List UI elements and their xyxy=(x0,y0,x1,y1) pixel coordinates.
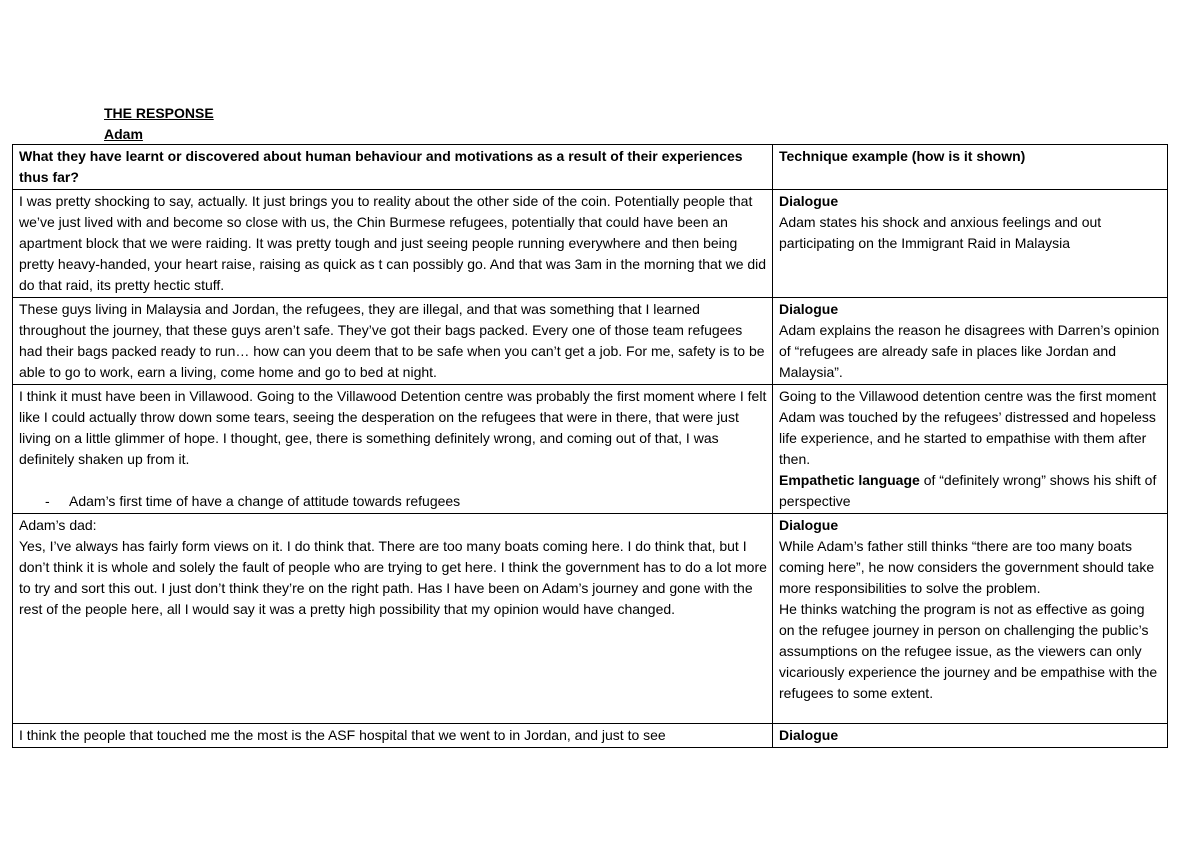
analysis-text: Going to the Villawood detention centre was the first moment Adam was touched by the refugees’ distressed and hopeless life experience, and he started to empathise with them after then. xyxy=(779,388,1157,467)
technique-label: Dialogue xyxy=(779,727,839,743)
technique-cell xyxy=(773,385,1168,514)
technique-cell xyxy=(773,724,1168,748)
table-header-row xyxy=(13,145,1168,190)
analysis-text: Adam states his shock and anxious feelings and out participating on the Immigrant Raid in Malaysia xyxy=(779,214,1102,251)
technique-cell xyxy=(773,298,1168,385)
technique-cell xyxy=(773,190,1168,298)
technique-cell xyxy=(773,514,1168,724)
quote-text: These guys living in Malaysia and Jordan, the refugees, they are illegal, and that was something that I learned throughout the journey, that these guys aren’t safe. They’ve got their bags packed. Every one of those team refugees had their bags packed ready to run… how can you deem that to be safe when you can’t get a job. For me, safety is to be able to go to work, earn a living, come home and go to bed at night. xyxy=(19,301,765,380)
table-row xyxy=(13,514,1168,724)
section-title: THE RESPONSE xyxy=(104,105,214,121)
technique-label: Dialogue xyxy=(779,301,839,317)
analysis-text: Adam explains the reason he disagrees with Darren’s opinion of “refugees are already safe in places like Jordan and Malaysia”. xyxy=(779,322,1160,380)
bullet-dash: - xyxy=(45,493,50,509)
quote-text: I think it must have been in Villawood. Going to the Villawood Detention centre was probably the first moment where I felt like I could actually throw down some tears, seeing the desperation on the refugees that were in there, that were just living on a little glimmer of hope. I thought, gee, there is something definitely wrong, and coming out of that, I was definitely shaken up from it. xyxy=(19,388,767,467)
technique-label: Dialogue xyxy=(779,193,839,209)
quote-text: I think the people that touched me the most is the ASF hospital that we went to in Jordan, and just to see xyxy=(19,727,666,743)
quote-text: Yes, I’ve always has fairly form views on it. I do think that. There are too many boats coming here. I do think that, but I don’t think it is whole and solely the fault of people who are trying to get here. I think the government has to do a lot more to try and sort this out. I just don’t think they’re on the right path. Has I have been on Adam’s journey and gone with the rest of the people here, all I would say it was a pretty high possibility that my opinion would have changed. xyxy=(19,538,767,617)
quote-text: I was pretty shocking to say, actually. It just brings you to reality about the other side of the coin. Potentially people that we’ve just lived with and become so close with us, the Chin Burmese refugees, potentially that could have been an apartment block that we were raiding. It was pretty tough and just seeing people running everywhere and then being pretty heavy-handed, your heart raise, raising as quick as t can possibly go. And that was 3am in the morning that we did do that raid, its pretty hectic stuff. xyxy=(19,193,767,293)
analysis-text-2: He thinks watching the program is not as effective as going on the refugee journey in person on challenging the public’s assumptions on the refugee issue, as the viewers can only vicariously experience the journey and be empathise with the refugees to some extent. xyxy=(779,601,1158,701)
bullet-text: Adam’s first time of have a change of attitude towards refugees xyxy=(69,493,461,509)
table-row xyxy=(13,724,1168,748)
column-header-discoveries: What they have learnt or discovered about human behaviour and motivations as a result of their experiences thus far? xyxy=(13,145,773,190)
bullet-point xyxy=(19,491,767,512)
subject-name: Adam xyxy=(104,126,143,142)
table-row xyxy=(13,298,1168,385)
quote-cell xyxy=(13,298,773,385)
technique-label: Dialogue xyxy=(779,517,839,533)
speaker-label: Adam’s dad: xyxy=(19,517,97,533)
analysis-continuation: of “definitely wrong” shows his shift of perspective xyxy=(779,472,1157,509)
table-row xyxy=(13,190,1168,298)
table-row xyxy=(13,385,1168,514)
quote-cell xyxy=(13,724,773,748)
quote-cell xyxy=(13,190,773,298)
technique-label: Empathetic language xyxy=(779,472,920,488)
analysis-text: While Adam’s father still thinks “there are too many boats coming here”, he now considers the government should take more responsibilities to solve the problem. xyxy=(779,538,1155,596)
response-table xyxy=(12,144,1168,748)
quote-cell xyxy=(13,385,773,514)
quote-cell xyxy=(13,514,773,724)
column-header-technique: Technique example (how is it shown) xyxy=(773,145,1168,190)
analysis-text-2 xyxy=(779,470,1162,512)
